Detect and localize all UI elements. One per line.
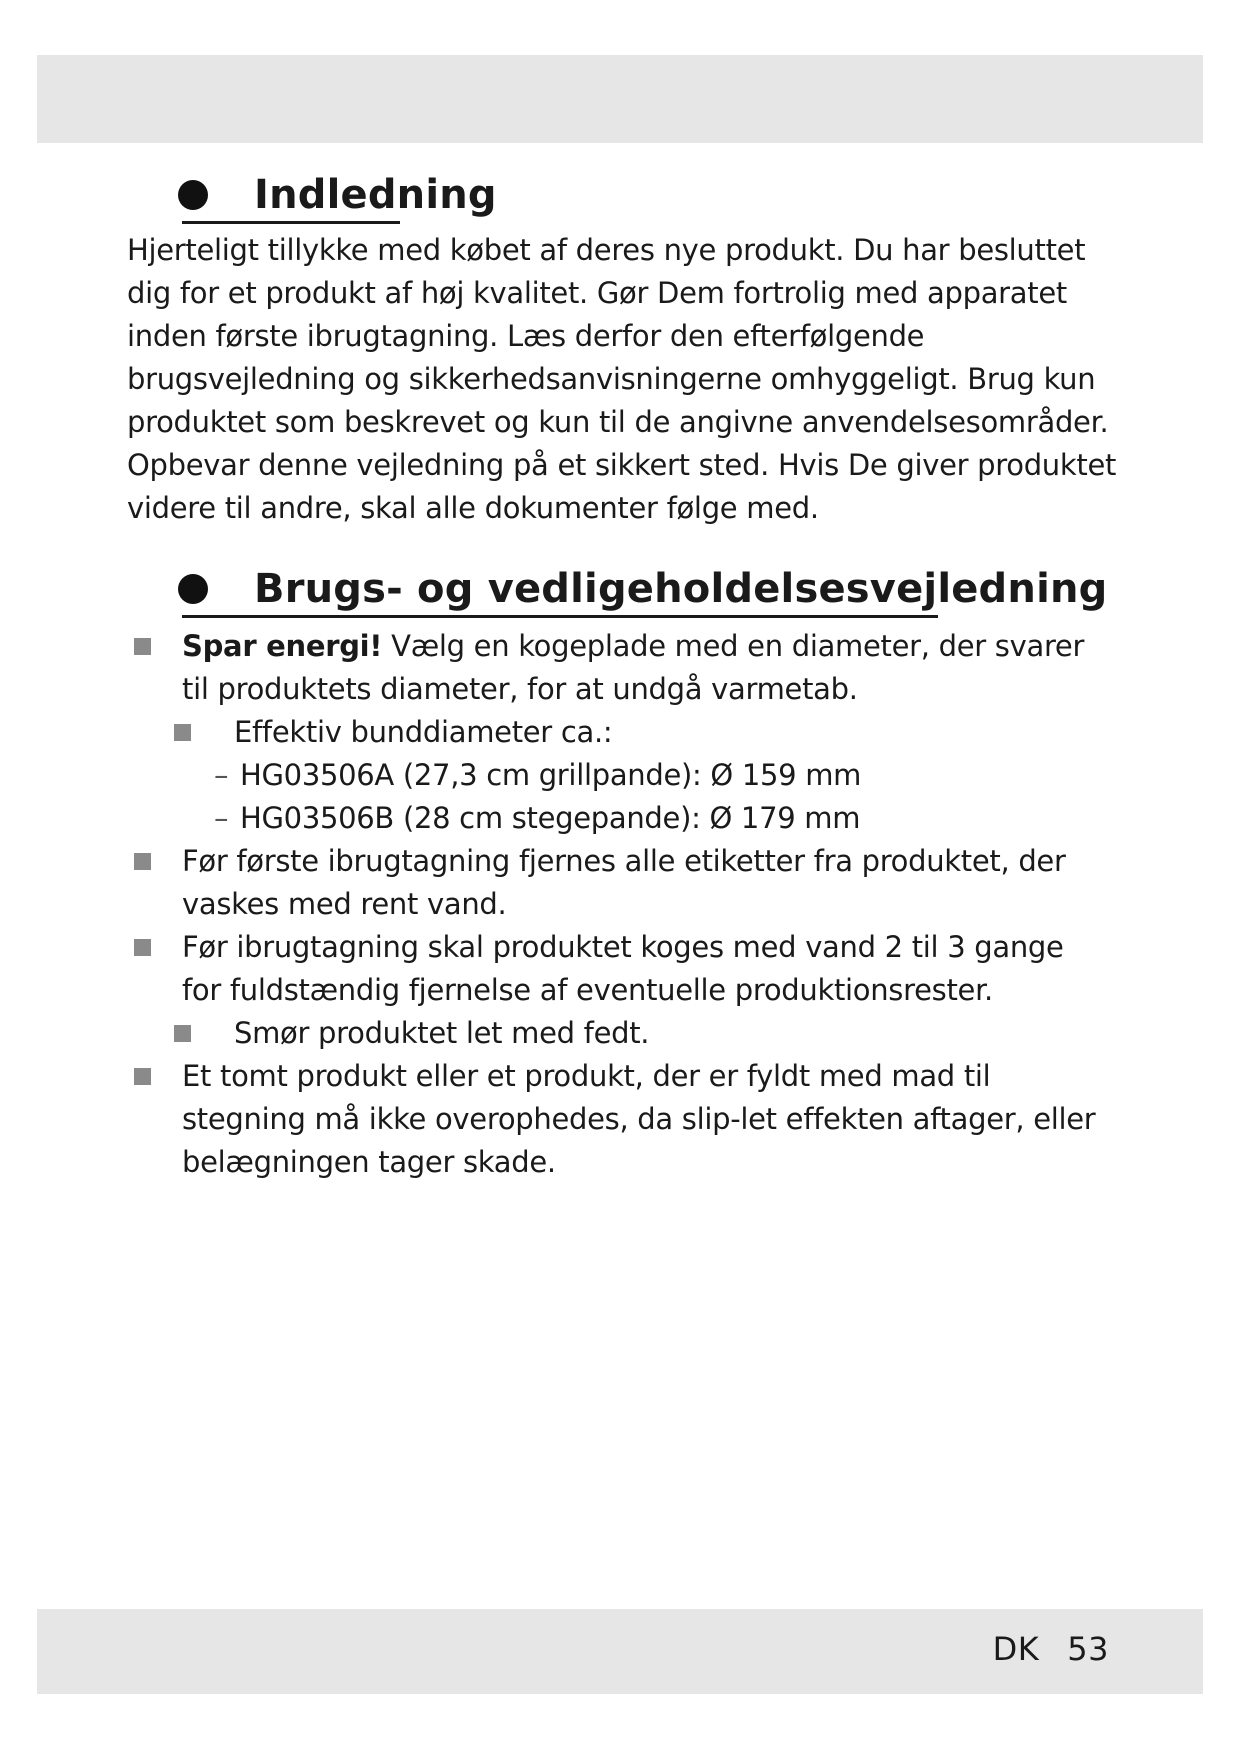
item-text: Før første ibrugtagning fjernes alle etiketter fra produktet, der vaskes med rent vand.	[182, 844, 1066, 921]
emphasis-text: Spar energi!	[182, 629, 383, 663]
square-bullet-icon	[134, 939, 151, 956]
list-item	[0, 1055, 1241, 1184]
section-heading-usage	[178, 566, 1108, 612]
dash-bullet-icon: –	[214, 801, 229, 835]
square-bullet-icon	[174, 724, 191, 741]
language-code: DK	[992, 1630, 1040, 1668]
bullet-dot-icon	[178, 180, 208, 210]
header-band	[37, 55, 1203, 143]
page-number: 53	[1067, 1630, 1109, 1668]
list-item	[0, 625, 1241, 711]
item-text: Smør produktet let med fedt.	[234, 1016, 650, 1050]
list-dash-item	[0, 754, 1241, 797]
section-title: Indledning	[254, 172, 497, 218]
item-text: Effektiv bunddiameter ca.:	[234, 715, 613, 749]
list-subitem	[0, 711, 1241, 754]
square-bullet-icon	[134, 638, 151, 655]
instruction-list	[0, 625, 1241, 1184]
item-text: HG03506A (27,3 cm grillpande): Ø 159 mm	[240, 758, 862, 792]
list-item	[0, 926, 1241, 1012]
intro-paragraph: Hjerteligt tillykke med købet af deres nye produkt. Du har besluttet dig for et produkt af høj kvalitet. Gør Dem fortrolig med apparatet inden første ibrugtagning. Læs derfor den efterfølgende brugsvejledning og sikkerhedsanvisningerne omhyggeligt. Brug kun produktet som beskrevet og kun til de angivne anvendelsesområder. Opbevar denne vejledning på et sikkert sted. Hvis De giver produktet videre til andre, skal alle dokumenter følge med.	[127, 233, 1117, 525]
list-item	[0, 840, 1241, 926]
list-subitem	[0, 1012, 1241, 1055]
section-heading-introduction	[178, 172, 497, 218]
item-text: Et tomt produkt eller et produkt, der er fyldt med mad til stegning må ikke overophedes, da slip-let effekten aftager, eller belægningen tager skade.	[182, 1059, 1096, 1179]
item-text: Vælg en kogeplade med en diameter, der svarer til produktets diameter, for at undgå varmetab.	[182, 629, 1085, 706]
item-text: Før ibrugtagning skal produktet koges med vand 2 til 3 gange for fuldstændig fjernelse af eventuelle produktionsrester.	[182, 930, 1064, 1007]
square-bullet-icon	[174, 1025, 191, 1042]
list-dash-item	[0, 797, 1241, 840]
item-text: HG03506B (28 cm stegepande): Ø 179 mm	[240, 801, 861, 835]
page-footer	[993, 1630, 1109, 1668]
section-title: Brugs- og vedligeholdelsesvejledning	[254, 566, 1108, 612]
heading-underline	[182, 615, 938, 618]
bullet-dot-icon	[178, 574, 208, 604]
square-bullet-icon	[134, 853, 151, 870]
square-bullet-icon	[134, 1068, 151, 1085]
heading-underline	[182, 221, 400, 224]
dash-bullet-icon: –	[214, 758, 229, 792]
